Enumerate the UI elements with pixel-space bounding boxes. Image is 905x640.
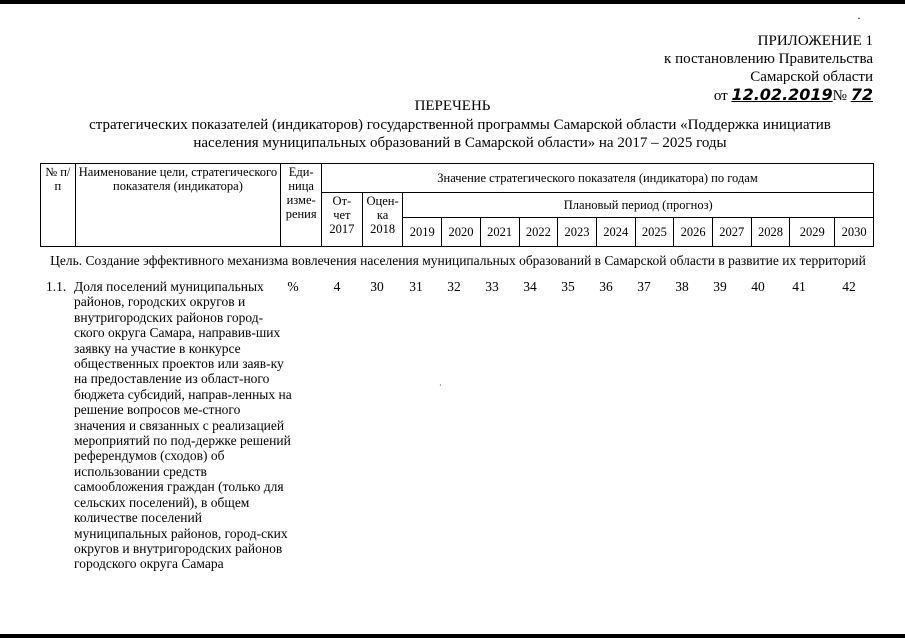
scan-dot: · — [857, 11, 861, 25]
handwritten-date: 12.02.2019 — [731, 85, 833, 104]
indicator-value: 35 — [561, 279, 575, 294]
header-year: 2023 — [558, 218, 597, 247]
indicator-value: 38 — [675, 279, 689, 294]
indicator-value: 34 — [523, 279, 537, 294]
appendix-line-1: к постановлению Правительства — [664, 51, 873, 67]
header-name: Наименование цели, стратегического показателя (индикатора) — [75, 164, 281, 247]
indicator-value: 40 — [751, 279, 765, 294]
header-year: 2021 — [480, 218, 519, 247]
document-title: ПЕРЕЧЕНЬ — [414, 98, 491, 114]
indicator-value: 31 — [409, 279, 423, 294]
indicator-value: 4 — [333, 279, 341, 294]
indicator-value: 30 — [370, 279, 384, 294]
indicator-value: 32 — [447, 279, 461, 294]
indicator-value: 42 — [842, 279, 856, 294]
appendix-block — [664, 32, 873, 105]
header-plan-period: Плановый период (прогноз) — [403, 193, 874, 218]
indicator-unit: % — [287, 279, 299, 294]
date-prefix: от — [713, 88, 728, 104]
indicator-name: Доля поселений муниципальных районов, городских округов и внутригородских районов город-ского округа Самара, направив-ших заявку на участие в конкурсе общественных проектов или заяв-ку на предоставление из област-ного бюджета субсидий, направ-ленных на решение вопросов ме-стного значения и связанных с реализацией мероприятий по под-держке решений референдумов (сходов) об использовании средств самообложения граждан (только для сельских поселений), в общем количестве поселений муниципальных районов, город-ских округов и внутригородских районов городского округа Самара — [74, 279, 292, 572]
header-year: 2028 — [751, 218, 790, 247]
indicator-value: 39 — [713, 279, 727, 294]
scan-dot: · — [439, 381, 442, 390]
header-year: 2026 — [674, 218, 713, 247]
bottom-border-line — [0, 634, 905, 638]
top-border-line — [0, 0, 905, 4]
header-estimate-2018: Оцен-ка 2018 — [362, 193, 403, 247]
header-year: 2025 — [635, 218, 674, 247]
indicator-value: 41 — [792, 279, 806, 294]
header-number: № п/п — [41, 164, 76, 247]
indicator-header-table — [40, 163, 874, 247]
header-year: 2022 — [519, 218, 558, 247]
indicator-value: 33 — [485, 279, 499, 294]
handwritten-number: 72 — [850, 85, 873, 104]
number-prefix: № — [832, 88, 847, 104]
header-year: 2024 — [596, 218, 635, 247]
indicator-value: 36 — [599, 279, 613, 294]
indicator-value: 37 — [637, 279, 651, 294]
indicator-number: 1.1. — [46, 279, 67, 294]
header-report-2017: От-чет 2017 — [322, 193, 363, 247]
document-subtitle: стратегических показателей (индикаторов) государственной программы Самарской области «Поддержка инициатив населения муниципальных образований в Самарской области» на 2017 – 2025 годы — [89, 117, 831, 151]
header-year: 2027 — [712, 218, 751, 247]
header-unit: Еди-ница изме-рения — [281, 164, 322, 247]
header-values: Значение стратегического показателя (индикатора) по годам — [322, 164, 874, 193]
appendix-line-2: Самарской области — [750, 69, 873, 85]
header-year: 2030 — [835, 218, 874, 247]
appendix-title: ПРИЛОЖЕНИЕ 1 — [757, 33, 873, 49]
goal-heading: Цель. Создание эффективного механизма вовлечения населения муниципальных образований в Самарской области в развитие их территорий — [50, 253, 866, 268]
header-year: 2029 — [790, 218, 835, 247]
header-year: 2020 — [442, 218, 481, 247]
header-year: 2019 — [403, 218, 442, 247]
